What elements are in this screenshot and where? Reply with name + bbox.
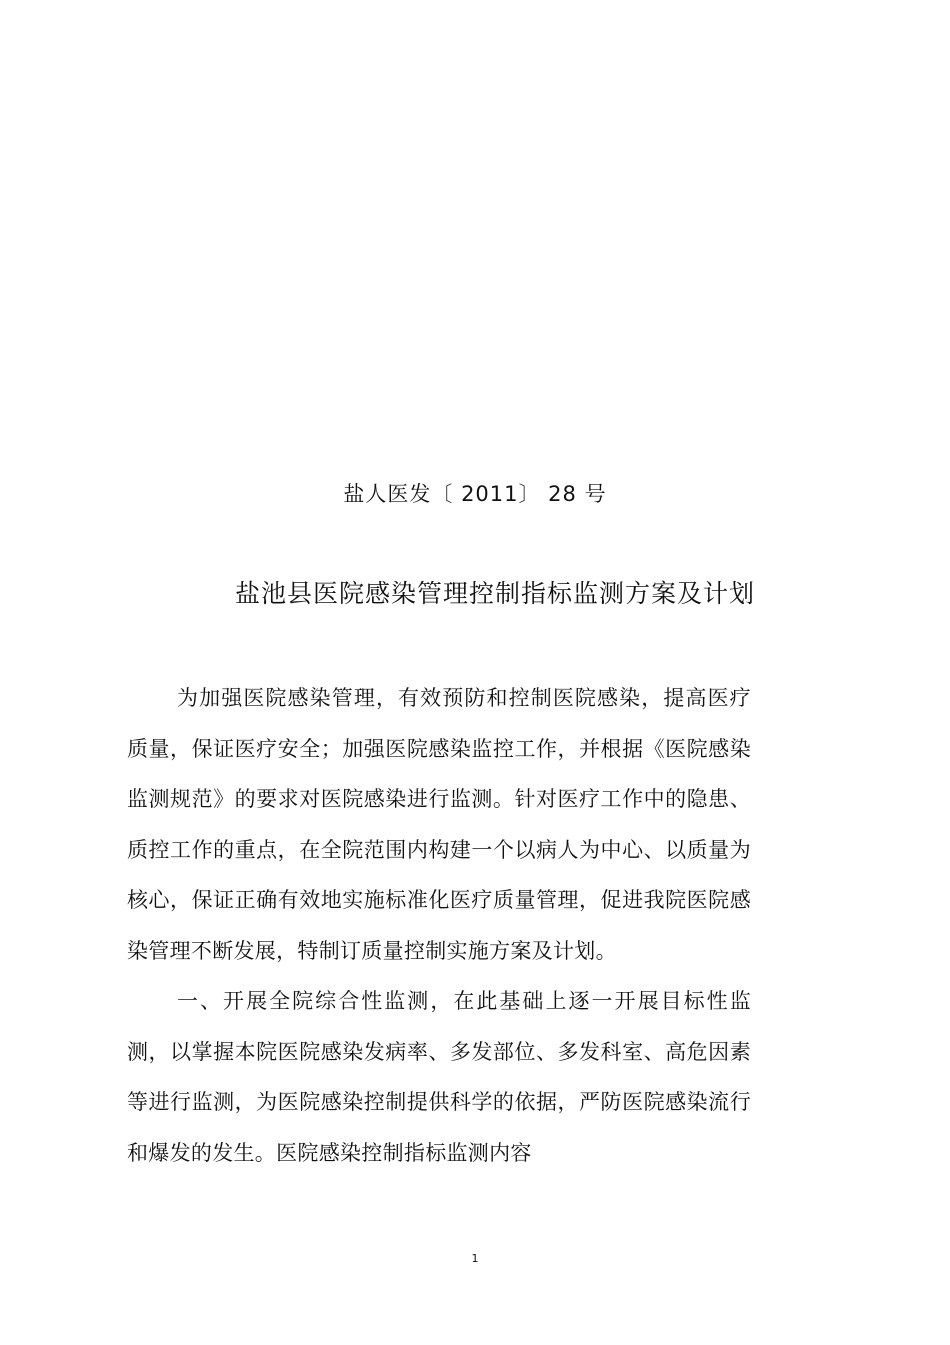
paragraph-section-one: 一、开展全院综合性监测，在此基础上逐一开展目标性监测，以掌握本院医院感染发病率、多发部位、多发科室、高危因素等进行监测，为医院感染控制提供科学的依据，严防医院感染流行和爆发的发生。医院感染控制指标监测内容 bbox=[127, 989, 751, 1165]
document-number: 盐人医发〔 2011〕 28 号 bbox=[343, 482, 607, 506]
paragraph-intro: 为加强医院感染管理，有效预防和控制医院感染，提高医疗质量，保证医疗安全；加强医院感染监控工作，并根据《医院感染监测规范》的要求对医院感染进行监测。针对医疗工作中的隐患、质控工作的重点，在全院范围内构建一个以病人为中心、以质量为核心，保证正确有效地实施标准化医疗质量管理，促进我院医院感染管理不断发展，特制订质量控制实施方案及计划。 bbox=[127, 686, 751, 963]
document-title: 盐池县医院感染管理控制指标监测方案及计划 bbox=[234, 579, 755, 608]
document-body bbox=[127, 673, 751, 1178]
page-number: 1 bbox=[471, 1252, 479, 1265]
